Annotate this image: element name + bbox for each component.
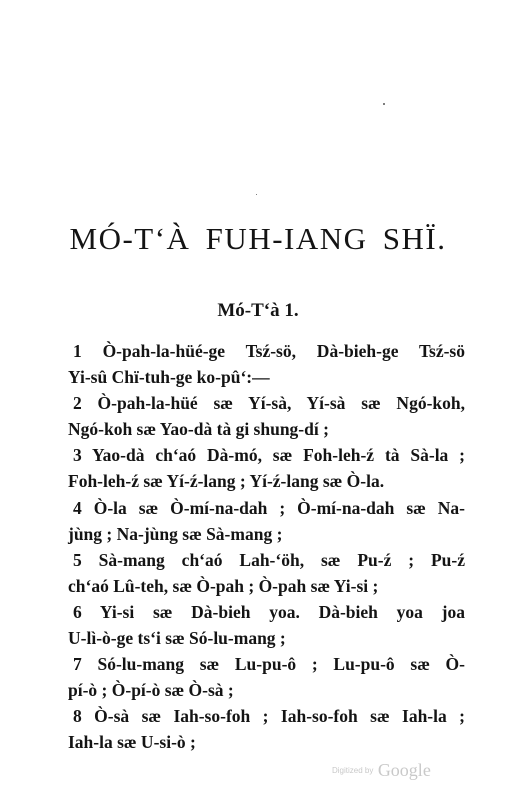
print-speck (256, 194, 257, 195)
verse (68, 651, 465, 703)
verse (68, 442, 465, 494)
verse-list (68, 338, 465, 756)
verse-line (68, 364, 465, 390)
verse-line (68, 625, 465, 651)
digitization-watermark (332, 760, 431, 781)
verse-line (68, 338, 465, 364)
verse (68, 338, 465, 390)
verse-line (68, 495, 465, 521)
page-title: MÓ-T‘À FUH-IANG SHÏ. (69, 221, 447, 256)
verse (68, 547, 465, 599)
verse-line-text: 3 Yao-dà ch‘aó Dà-mó, sæ Foh-leh-ź tà Sà-la ; (73, 445, 465, 466)
verse-line (68, 651, 465, 677)
verse (68, 495, 465, 547)
verse (68, 599, 465, 651)
verse-line-text: U-lì-ò-ge ts‘i sæ Só-lu-mang ; (68, 628, 286, 649)
verse-line-text: 1 Ò-pah-la-hüé-ge Tsź-sö, Dà-bieh-ge Tsź-sö (73, 341, 465, 361)
verse-line-text: 5 Sà-mang ch‘aó Lah-‘öh, sæ Pu-ź ; Pu-ź (73, 549, 465, 570)
verse-line-text: 8 Ò-sà sæ Iah-so-foh ; Iah-so-foh sæ Iah-la ; (73, 706, 465, 727)
verse-line-text: Iah-la sæ U-si-ò ; (68, 732, 196, 753)
verse-line (68, 729, 465, 755)
verse-line-text: pí-ò ; Ò-pí-ò sæ Ò-sà ; (68, 680, 234, 701)
verse-line-text: Ngó-koh sæ Yao-dà tà gi shung-dí ; (68, 419, 329, 440)
verse-line-text: jùng ; Na-jùng sæ Sà-mang ; (68, 523, 283, 544)
verse (68, 390, 465, 442)
verse-line (68, 416, 465, 442)
verse-line (68, 390, 465, 416)
verse-line (68, 547, 465, 573)
google-logo-text: Google (377, 760, 431, 780)
verse-line (68, 468, 465, 494)
verse-line-text: Yi-sû Chï-tuh-ge ko-pû‘:— (68, 367, 270, 388)
chapter-heading: Mó-T‘à 1. (217, 300, 299, 321)
verse-line (68, 442, 465, 468)
verse-line-text: 7 Só-lu-mang sæ Lu-pu-ô ; Lu-pu-ô sæ Ò- (73, 654, 465, 675)
verse-line (68, 521, 465, 547)
verse-line-text: 2 Ò-pah-la-hüé sæ Yí-sà, Yí-sà sæ Ngó-koh, (73, 393, 465, 414)
digitized-by-text: Digitized by (332, 766, 374, 775)
verse-line-text: 6 Yi-si sæ Dà-bieh yoa. Dà-bieh yoa joa (73, 601, 465, 622)
verse-line (68, 703, 465, 729)
print-speck (383, 103, 385, 105)
verse-line-text: 4 Ò-la sæ Ò-mí-na-dah ; Ò-mí-na-dah sæ Na- (73, 497, 465, 518)
verse-line (68, 599, 465, 625)
verse-line-text: ch‘aó Lû-teh, sæ Ò-pah ; Ò-pah sæ Yi-si ; (68, 575, 379, 596)
verse-line-text: Foh-leh-ź sæ Yí-ź-lang ; Yí-ź-lang sæ Ò-la. (68, 471, 385, 492)
verse (68, 703, 465, 755)
verse-line (68, 573, 465, 599)
verse-line (68, 677, 465, 703)
